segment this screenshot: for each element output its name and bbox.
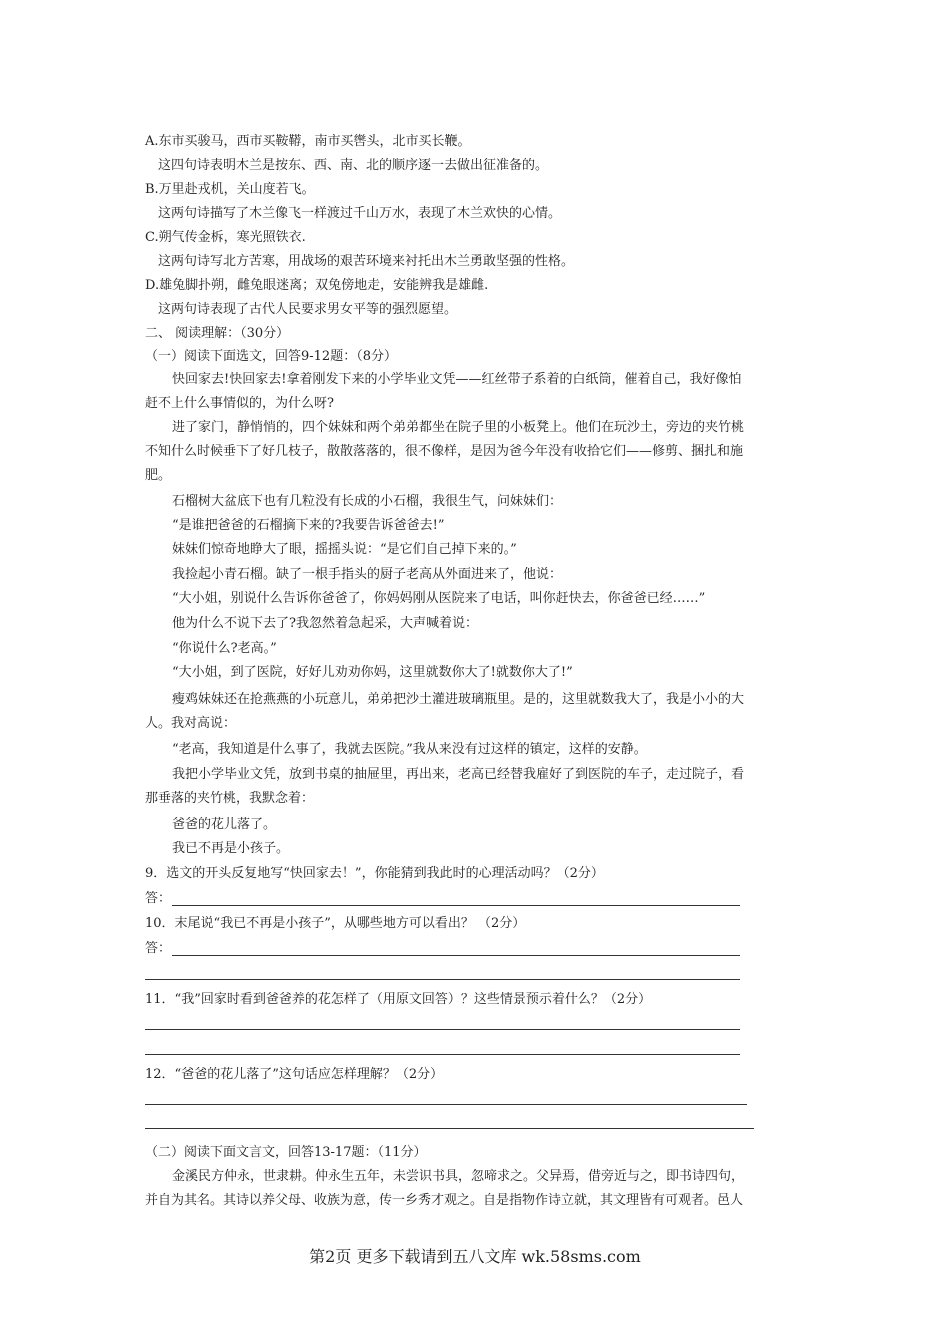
passage-line: 金溪民方仲永，世隶耕。仲永生五年，未尝识书具，忽啼求之。父异焉，借旁近与之，即书诗四句， <box>172 1169 745 1184</box>
option-a-note: 这四句诗表明木兰是按东、西、南、北的顺序逐一去做出征准备的。 <box>158 158 549 173</box>
passage-line: “大小姐，别说什么告诉你爸爸了，你妈妈刚从医院来了电话，叫你赶快去，你爸爸已经……” <box>172 591 706 606</box>
question-9: 9．选文的开头反复地写“快回家去！”，你能猜到我此时的心理活动吗？（2分） <box>145 866 604 881</box>
passage-line: 并自为其名。其诗以养父母、收族为意，传一乡秀才观之。自是指物作诗立就，其文理皆有可观者。邑人 <box>145 1193 744 1208</box>
option-d: D.雄兔脚扑朔，雌兔眼迷离；双兔傍地走，安能辨我是雄雌. <box>145 278 489 293</box>
passage-line: “老高，我知道是什么事了，我就去医院。”我从来没有过这样的镇定，这样的安静。 <box>172 742 647 757</box>
option-b: B.万里赴戎机，关山度若飞。 <box>145 182 315 197</box>
page-footer: 第2页 更多下载请到五八文库 wk.58sms.com <box>309 1247 641 1266</box>
option-c: C.朔气传金柝，寒光照铁衣. <box>145 230 306 245</box>
passage-line: 进了家门，静悄悄的，四个妹妹和两个弟弟都坐在院子里的小板凳上。他们在玩沙土，旁边的夹竹桃 <box>172 420 745 435</box>
passage-line: 那垂落的夹竹桃，我默念着： <box>145 791 315 806</box>
part1-heading: （一）阅读下面选文，回答9-12题：（8分） <box>145 349 397 364</box>
option-a: A.东市买骏马，西市买鞍鞯，南市买辔头，北市买长鞭。 <box>145 134 471 149</box>
answer-label: 答： <box>145 941 172 956</box>
passage-line: 妹妹们惊奇地睁大了眼，摇摇头说：“是它们自己掉下来的。” <box>172 542 517 557</box>
passage-line: 我已不再是小孩子。 <box>172 841 290 856</box>
passage-line: 快回家去!快回家去!拿着刚发下来的小学毕业文凭——红丝带子系着的白纸筒，催着自己，我好像怕 <box>172 372 742 387</box>
question-11: 11．“我”回家时看到爸爸养的花怎样了（用原文回答）？这些情景预示着什么？（2分） <box>145 992 652 1007</box>
option-b-note: 这两句诗描写了木兰像飞一样渡过千山万水，表现了木兰欢快的心情。 <box>158 206 562 221</box>
passage-line: 他为什么不说下去了?我忽然着急起采，大声喊着说： <box>172 616 478 631</box>
answer-line-q9[interactable] <box>172 905 740 906</box>
passage-line: 石榴树大盆底下也有几粒没有长成的小石榴，我很生气，问妹妹们： <box>172 494 563 509</box>
answer-line-q10[interactable] <box>172 955 740 956</box>
question-12: 12．“爸爸的花儿落了”这句话应怎样理解？（2分） <box>145 1067 444 1082</box>
answer-line-q12[interactable] <box>145 1128 754 1129</box>
answer-line-q12[interactable] <box>145 1104 747 1105</box>
passage-line: 爸爸的花儿落了。 <box>172 817 277 832</box>
section-heading: 二、 阅读理解：（30分） <box>145 326 290 341</box>
passage-line: 我捡起小青石榴。缺了一根手指头的厨子老高从外面进来了，他说： <box>172 567 563 582</box>
answer-label: 答： <box>145 891 172 906</box>
passage-line: 我把小学毕业文凭，放到书桌的抽屉里，再出来，老高已经替我雇好了到医院的车子，走过院子，看 <box>172 767 745 782</box>
option-d-note: 这两句诗表现了古代人民要求男女平等的强烈愿望。 <box>158 302 458 317</box>
question-10: 10．末尾说“我已不再是小孩子”，从哪些地方可以看出？ （2分） <box>145 916 526 931</box>
passage-line: 不知什么时候垂下了好几枝子，散散落落的，很不像样，是因为爸今年没有收拾它们——修剪、捆扎和施 <box>145 444 744 459</box>
passage-line: 瘦鸡妹妹还在抢燕燕的小玩意儿，弟弟把沙土灌进玻璃瓶里。是的，这里就数我大了，我是小小的大 <box>172 692 745 707</box>
answer-line-q11[interactable] <box>145 1054 740 1055</box>
passage-line: 人。我对高说： <box>145 716 237 731</box>
passage-line: 赶不上什么事情似的，为什么呀? <box>145 396 334 411</box>
answer-line-q11[interactable] <box>145 1029 740 1030</box>
passage-line: 肥。 <box>145 468 172 483</box>
option-c-note: 这两句诗写北方苦寒，用战场的艰苦环境来衬托出木兰勇敢坚强的性格。 <box>158 254 575 269</box>
passage-line: “大小姐，到了医院，好好儿劝劝你妈，这里就数你大了!就数你大了!” <box>172 665 573 680</box>
passage-line: “是谁把爸爸的石榴摘下来的?我要告诉爸爸去!” <box>172 518 445 533</box>
passage-line: “你说什么?老高。” <box>172 641 277 656</box>
answer-line-q10[interactable] <box>145 979 740 980</box>
part2-heading: （二）阅读下面文言文，回答13-17题：（11分） <box>145 1145 427 1160</box>
